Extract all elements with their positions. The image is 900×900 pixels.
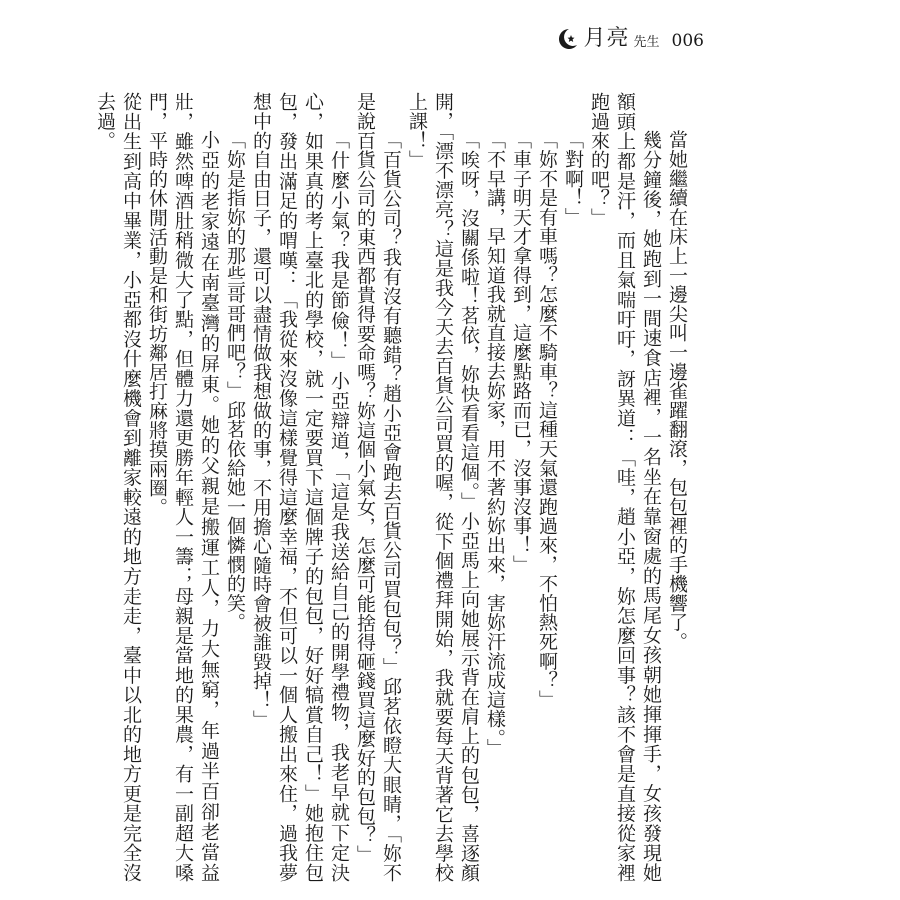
vertical-text-body xyxy=(94,92,690,882)
crescent-moon-star-icon xyxy=(554,26,580,52)
paragraph: 從出生到高中畢業，小亞都沒什麼機會到離家較遠的地方走走，臺中以北的地方更是完全沒去過。 xyxy=(94,92,142,882)
paragraph: 「唉呀，沒關係啦！茗依，妳快看看這個。」小亞馬上向她展示背在肩上的包包，喜逐顏開，「漂不漂亮？這是我今天去百貨公司買的喔，從下個禮拜開始，我就要每天背著它去學校上課！」 xyxy=(406,92,480,882)
paragraph: 「不早講，早知道我就直接去妳家，用不著約妳出來，害妳汗流成這樣。」 xyxy=(484,130,506,758)
paragraph: 「妳不是有車嗎？怎麼不騎車？這種天氣還跑過來，不怕熱死啊？」 xyxy=(536,130,558,709)
paragraph: 「什麼小氣？我是節儉！」小亞辯道，「這是我送給自己的開學禮物，我老早就下定決心，如果真的考上臺北的學校，就一定要買下這個牌子的包包，好好犒賞自己！」她抱住包包，發出滿足的喟嘆：「我從來沒像這樣覺得這麼幸福，不但可以一個人搬出來住，過我夢想中的自由日子，還可以盡情做我想做的事，不用擔心隨時會被誰毀掉！」 xyxy=(250,92,350,882)
book-title-suffix: 先生 xyxy=(633,35,660,50)
paragraph: 「百貨公司？我有沒有聽錯？趙小亞會跑去百貨公司買包包？」邱茗依瞪大眼睛，「妳不是說百貨公司的東西都貴得要命嗎？妳這個小氣女，怎麼可能捨得砸錢買這麼好的包包？」 xyxy=(354,92,402,882)
paragraph: 小亞的老家遠在南臺灣的屏東。她的父親是搬運工人，力大無窮，年過半百卻老當益壯，雖然啤酒肚稍微大了點，但體力還更勝年輕人一籌；母親是當地的果農，有一副超大嗓門，平時的休閒活動是和街坊鄰居打麻將摸兩圈。 xyxy=(146,92,220,882)
running-header xyxy=(554,26,704,52)
paragraph: 當她繼續在床上一邊尖叫一邊雀躍翻滾，包包裡的手機響了。 xyxy=(666,130,688,652)
paragraph: 幾分鐘後，她跑到一間速食店裡，一名坐在靠窗處的馬尾女孩朝她揮揮手，女孩發現她額頭上都是汗，而且氣喘吁吁，訝異道：「哇，趙小亞，妳怎麼回事？該不會是直接從家裡跑過來的吧？」 xyxy=(588,92,662,882)
paragraph: 「妳是指妳的那些哥哥們吧？」邱茗依給她一個憐憫的笑。 xyxy=(224,130,246,632)
paragraph: 「車子明天才拿得到，這麼點路而已，沒事沒事！」 xyxy=(510,130,532,574)
paragraph: 「對啊！」 xyxy=(562,130,584,227)
book-title: 月亮 xyxy=(583,26,630,51)
page-number: 006 xyxy=(671,31,704,51)
